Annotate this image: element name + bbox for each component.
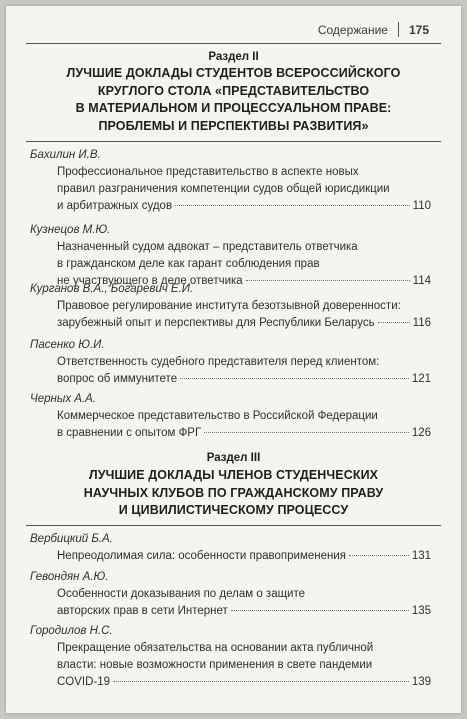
section-rule: [26, 141, 441, 142]
entry-title-line: Прекращение обязательства на основании акта публичной: [57, 642, 374, 654]
entry-title-line: вопрос об иммунитете: [57, 373, 178, 385]
section-title-line: И ЦИВИЛИСТИЧЕСКОМУ ПРОЦЕССУ: [118, 503, 349, 518]
entry-title-line: COVID-19: [57, 676, 111, 688]
dot-leader: [113, 681, 409, 682]
entry-title-line: Коммерческое представительство в Российской Федерации: [57, 410, 378, 422]
dot-leader: [204, 432, 409, 433]
entry-author: Городилов Н.С.: [30, 625, 113, 637]
running-head-separator: [398, 22, 399, 37]
section-label: Раздел III: [206, 452, 261, 464]
entry-title-line: власти: новые возможности применения в свете пандемии: [57, 659, 373, 671]
dot-leader: [349, 555, 409, 556]
entry-last-line: [57, 317, 431, 329]
book-page: [6, 6, 461, 713]
entry-title-line: Ответственность судебного представителя перед клиентом:: [57, 356, 380, 368]
header-rule: [26, 43, 441, 44]
entry-title-line: авторских прав в сети Интернет: [57, 605, 228, 617]
section-title-line: КРУГЛОГО СТОЛА «ПРЕДСТАВИТЕЛЬСТВО: [97, 83, 370, 98]
entry-page-number: 139: [411, 676, 431, 688]
entry-last-line: [57, 605, 431, 617]
dot-leader: [180, 378, 409, 379]
dot-leader: [231, 610, 409, 611]
running-head-page-number: 175: [408, 22, 429, 37]
entry-author: Курганов В.А., Богаревич Е.И.: [30, 283, 194, 295]
entry-page-number: 126: [411, 427, 431, 439]
entry-title-line: не участвующего в деле ответчика: [57, 275, 243, 287]
entry-author: Вербицкий Б.А.: [30, 533, 113, 545]
dot-leader: [378, 322, 410, 323]
dot-leader: [175, 205, 410, 206]
entry-author: Бахилин И.В.: [30, 149, 101, 161]
running-head-section: Содержание: [317, 22, 388, 37]
entry-title-line: Правовое регулирование института безотзывной доверенности:: [57, 300, 401, 312]
section-rule: [26, 525, 441, 526]
section-title-line: В МАТЕРИАЛЬНОМ И ПРОЦЕССУАЛЬНОМ ПРАВЕ:: [75, 101, 392, 116]
section-title: [6, 65, 461, 135]
entry-page-number: 121: [411, 373, 431, 385]
section-label: Раздел II: [208, 51, 259, 63]
entry-title-line: Непреодолимая сила: особенности правоприменения: [57, 550, 346, 562]
running-head: [318, 22, 429, 37]
entry-page-number: 116: [412, 317, 431, 329]
dot-leader: [246, 280, 410, 281]
entry-title-line: зарубежный опыт и перспективы для Республики Беларусь: [57, 317, 375, 329]
entry-page-number: 114: [412, 275, 431, 287]
entry-title-line: в сравнении с опытом ФРГ: [57, 427, 202, 439]
entry-author: Кузнецов М.Ю.: [30, 224, 111, 236]
section-title-line: НАУЧНЫХ КЛУБОВ ПО ГРАЖДАНСКОМУ ПРАВУ: [83, 485, 384, 500]
entry-page-number: 131: [411, 550, 431, 562]
entry-title-line: в гражданском деле как гарант соблюдения прав: [57, 258, 320, 270]
entry-last-line: [57, 550, 431, 562]
entry-last-line: [57, 676, 431, 688]
entry-title-line: правил разграничения компетенции судов общей юрисдикции: [57, 183, 390, 195]
section-title: [6, 467, 461, 520]
entry-title-line: Профессиональное представительство в аспекте новых: [57, 166, 359, 178]
section-title-line: ЛУЧШИЕ ДОКЛАДЫ СТУДЕНТОВ ВСЕРОССИЙСКОГО: [66, 66, 401, 80]
entry-page-number: 135: [411, 605, 431, 617]
entry-last-line: [57, 427, 431, 439]
section-title-line: ЛУЧШИЕ ДОКЛАДЫ ЧЛЕНОВ СТУДЕНЧЕСКИХ: [88, 468, 379, 482]
entry-title-line: и арбитражных судов: [57, 200, 173, 212]
entry-title-line: Назначенный судом адвокат – представитель ответчика: [57, 241, 358, 253]
entry-author: Черных А.А.: [30, 393, 97, 405]
entry-page-number: 110: [412, 200, 431, 212]
entry-title-line: Особенности доказывания по делам о защите: [57, 588, 306, 600]
entry-last-line: [57, 200, 431, 212]
entry-author: Пасенко Ю.И.: [30, 339, 105, 351]
entry-last-line: [57, 373, 431, 385]
entry-author: Гевондян А.Ю.: [30, 571, 109, 583]
section-title-line: ПРОБЛЕМЫ И ПЕРСПЕКТИВЫ РАЗВИТИЯ»: [98, 118, 369, 133]
